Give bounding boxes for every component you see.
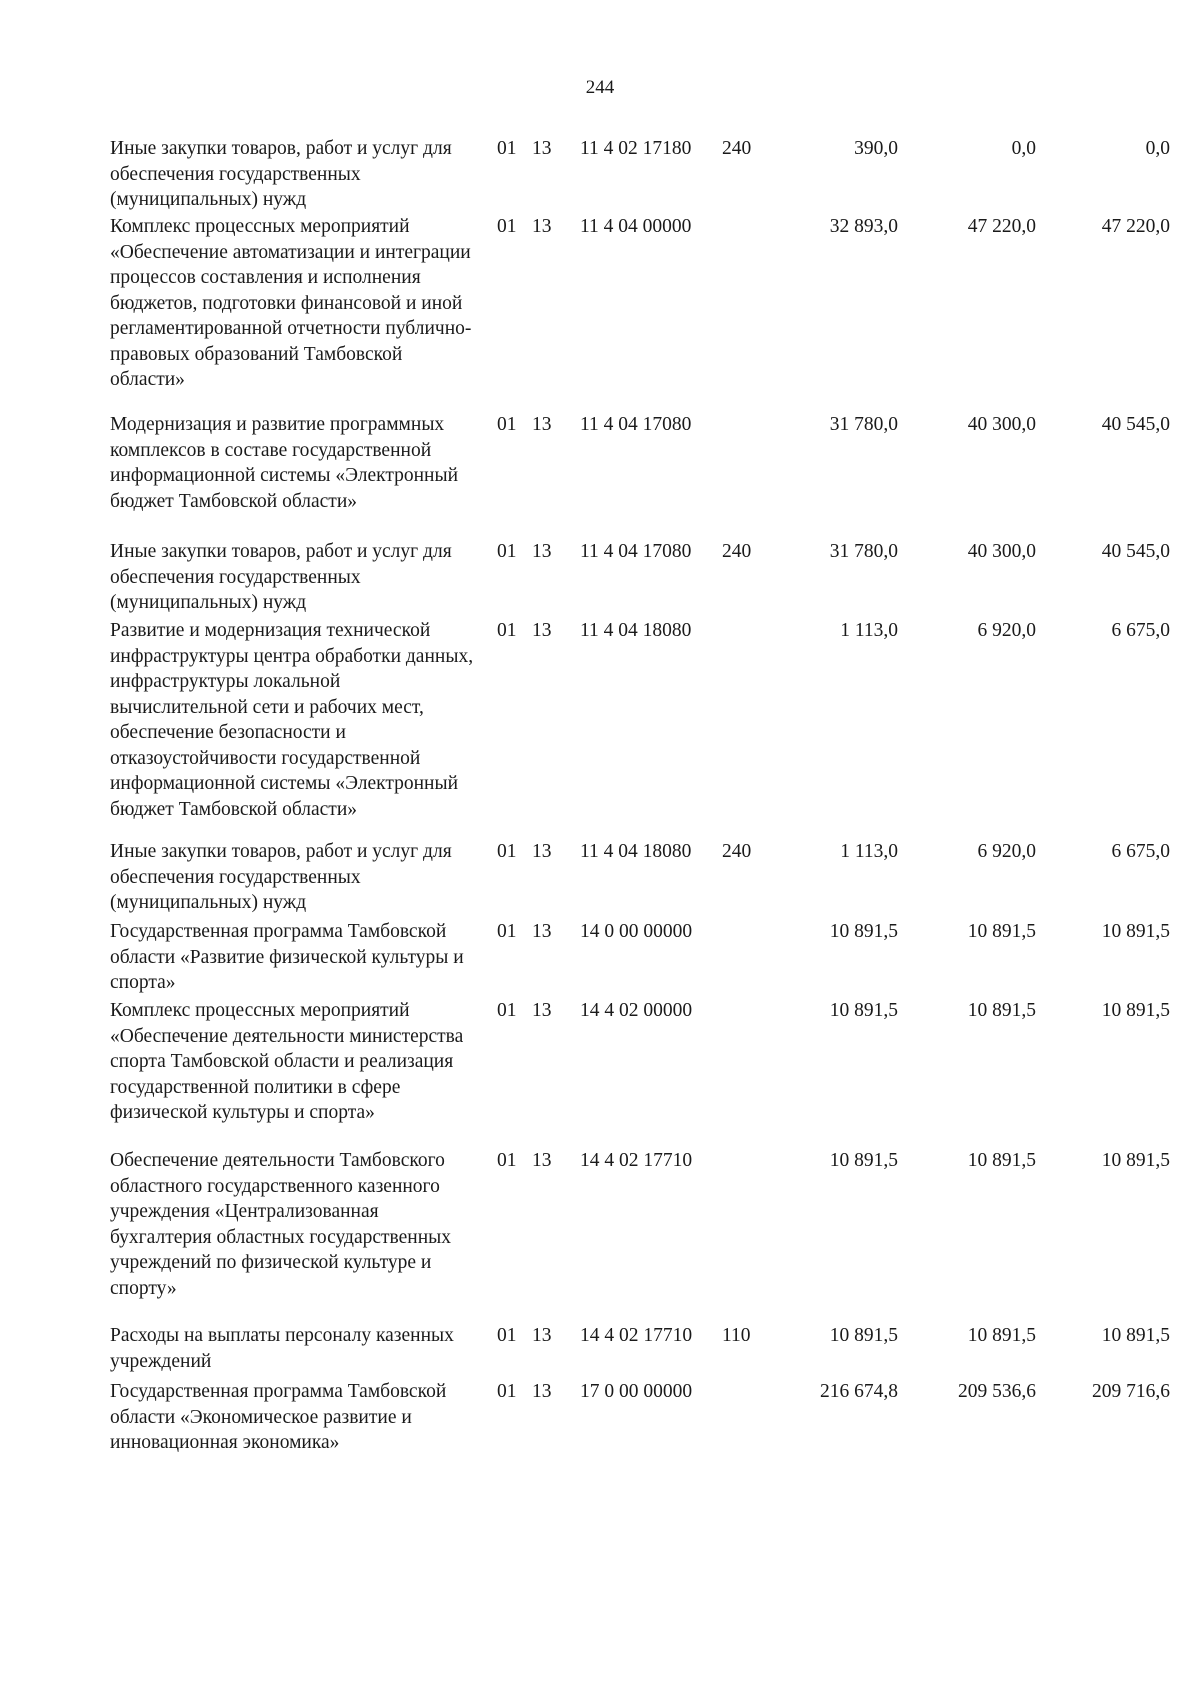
amount-year-3: 40 545,0	[1101, 414, 1170, 435]
amount-year-2: 0,0	[1011, 138, 1036, 159]
section-code: 01	[497, 1000, 517, 1021]
subsection-code: 13	[532, 1381, 552, 1402]
row-name: Развитие и модернизация технической инфраструктуры центра обработки данных, инфраструктуры локальной вычислительной сети и рабочих мест, обеспечение безопасности и отказоустойчивости государственной информационной системы «Электронный бюджет Тамбовской области»	[110, 620, 474, 820]
row-name: Комплекс процессных мероприятий «Обеспечение автоматизации и интеграции процессов составления и исполнения бюджетов, подготовки финансовой и иной регламентированной отчетности публично-правовых образований Тамбовской области»	[110, 216, 472, 390]
row-name: Иные закупки товаров, работ и услуг для обеспечения государственных (муниципальных) нужд	[110, 541, 452, 613]
amount-year-1: 31 780,0	[829, 414, 898, 435]
amount-year-3: 0,0	[1145, 138, 1170, 159]
amount-year-3: 10 891,5	[1101, 1000, 1170, 1021]
target-article-code: 11 4 04 18080	[580, 841, 692, 862]
amount-year-2: 10 891,5	[967, 1150, 1036, 1171]
amount-year-3: 6 675,0	[1111, 620, 1170, 641]
amount-year-3: 6 675,0	[1111, 841, 1170, 862]
section-code: 01	[497, 414, 517, 435]
expense-type-code: 110	[722, 1325, 751, 1346]
target-article-code: 14 4 02 17710	[580, 1325, 693, 1346]
amount-year-1: 31 780,0	[829, 541, 898, 562]
budget-table	[0, 136, 1200, 1489]
row-name: Иные закупки товаров, работ и услуг для обеспечения государственных (муниципальных) нужд	[110, 138, 452, 210]
row-name: Государственная программа Тамбовской области «Развитие физической культуры и спорта»	[110, 921, 464, 993]
section-code: 01	[497, 1150, 517, 1171]
table-row	[0, 214, 1200, 412]
target-article-code: 11 4 02 17180	[580, 138, 692, 159]
subsection-code: 13	[532, 620, 552, 641]
table-row	[0, 998, 1200, 1148]
expense-type-code: 240	[722, 541, 752, 562]
section-code: 01	[497, 921, 517, 942]
table-row	[0, 539, 1200, 618]
subsection-code: 13	[532, 216, 552, 237]
target-article-code: 11 4 04 17080	[580, 414, 692, 435]
table-row	[0, 1323, 1200, 1379]
amount-year-1: 390,0	[854, 138, 898, 159]
row-name: Иные закупки товаров, работ и услуг для обеспечения государственных (муниципальных) нужд	[110, 841, 452, 913]
table-row	[0, 618, 1200, 839]
target-article-code: 11 4 04 17080	[580, 541, 692, 562]
amount-year-2: 6 920,0	[977, 620, 1036, 641]
row-name: Расходы на выплаты персоналу казенных учреждений	[110, 1325, 454, 1372]
subsection-code: 13	[532, 1150, 552, 1171]
table-row	[0, 136, 1200, 214]
amount-year-1: 10 891,5	[829, 1325, 898, 1346]
subsection-code: 13	[532, 541, 552, 562]
row-name: Модернизация и развитие программных комплексов в составе государственной информационной системы «Электронный бюджет Тамбовской области»	[110, 414, 459, 512]
amount-year-2: 40 300,0	[967, 414, 1036, 435]
amount-year-2: 10 891,5	[967, 1325, 1036, 1346]
amount-year-3: 10 891,5	[1101, 921, 1170, 942]
target-article-code: 11 4 04 00000	[580, 216, 692, 237]
subsection-code: 13	[532, 1000, 552, 1021]
table-row	[0, 412, 1200, 539]
subsection-code: 13	[532, 841, 552, 862]
row-name: Обеспечение деятельности Тамбовского областного государственного казенного учреждения «Централизованная бухгалтерия областных государственных учреждений по физической культуре и спорту»	[110, 1150, 451, 1299]
amount-year-1: 216 674,8	[820, 1381, 898, 1402]
expense-type-code: 240	[722, 841, 752, 862]
amount-year-2: 209 536,6	[958, 1381, 1036, 1402]
row-name: Комплекс процессных мероприятий «Обеспечение деятельности министерства спорта Тамбовской области и реализация государственной политики в сфере физической культуры и спорта»	[110, 1000, 464, 1123]
section-code: 01	[497, 1381, 517, 1402]
subsection-code: 13	[532, 921, 552, 942]
amount-year-3: 209 716,6	[1092, 1381, 1170, 1402]
amount-year-1: 10 891,5	[829, 1150, 898, 1171]
expense-type-code: 240	[722, 138, 752, 159]
amount-year-1: 1 113,0	[840, 841, 898, 862]
target-article-code: 11 4 04 18080	[580, 620, 692, 641]
page-number: 244	[585, 77, 615, 98]
subsection-code: 13	[532, 1325, 552, 1346]
target-article-code: 14 4 02 17710	[580, 1150, 693, 1171]
target-article-code: 17 0 00 00000	[580, 1381, 693, 1402]
table-row	[0, 839, 1200, 919]
amount-year-2: 10 891,5	[967, 921, 1036, 942]
amount-year-3: 10 891,5	[1101, 1150, 1170, 1171]
amount-year-1: 10 891,5	[829, 1000, 898, 1021]
section-code: 01	[497, 1325, 517, 1346]
amount-year-2: 10 891,5	[967, 1000, 1036, 1021]
section-code: 01	[497, 841, 517, 862]
target-article-code: 14 0 00 00000	[580, 921, 693, 942]
amount-year-2: 40 300,0	[967, 541, 1036, 562]
amount-year-3: 47 220,0	[1101, 216, 1170, 237]
amount-year-1: 32 893,0	[829, 216, 898, 237]
subsection-code: 13	[532, 138, 552, 159]
section-code: 01	[497, 541, 517, 562]
subsection-code: 13	[532, 414, 552, 435]
amount-year-1: 10 891,5	[829, 921, 898, 942]
amount-year-3: 40 545,0	[1101, 541, 1170, 562]
amount-year-2: 6 920,0	[977, 841, 1036, 862]
table-row	[0, 1148, 1200, 1323]
amount-year-2: 47 220,0	[967, 216, 1036, 237]
target-article-code: 14 4 02 00000	[580, 1000, 693, 1021]
amount-year-3: 10 891,5	[1101, 1325, 1170, 1346]
section-code: 01	[497, 138, 517, 159]
section-code: 01	[497, 620, 517, 641]
section-code: 01	[497, 216, 517, 237]
table-row	[0, 919, 1200, 998]
table-row	[0, 1379, 1200, 1489]
row-name: Государственная программа Тамбовской области «Экономическое развитие и инновационная экономика»	[110, 1381, 447, 1453]
amount-year-1: 1 113,0	[840, 620, 898, 641]
